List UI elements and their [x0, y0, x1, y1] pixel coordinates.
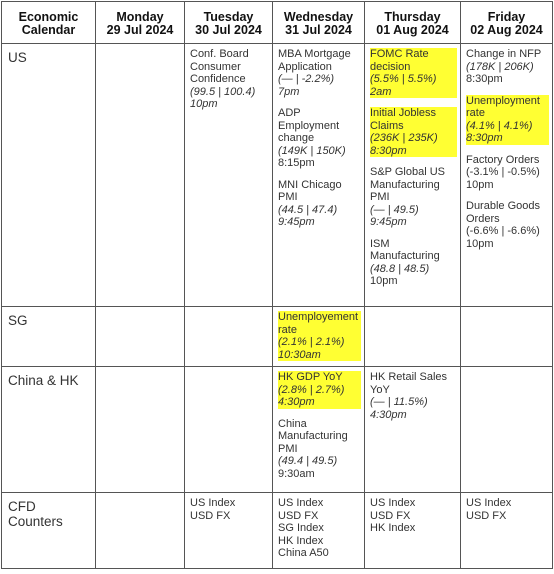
event-time: 2am	[370, 85, 392, 98]
cell-us-wed	[273, 44, 365, 307]
day-name: Tuesday	[203, 10, 254, 24]
event-title: PMI	[278, 191, 298, 203]
cell-cfd-thu	[365, 493, 461, 569]
cell-cfd-fri	[461, 493, 553, 569]
event	[466, 200, 549, 250]
event-title: MNI Chicago	[278, 178, 342, 191]
event-title: YoY	[370, 383, 390, 396]
event-time: 9:30am	[278, 467, 315, 480]
cfd-item: US Index	[278, 497, 324, 509]
event-title: HK GDP YoY	[278, 371, 343, 383]
event-title: Conf. Board	[190, 48, 249, 60]
day-date: 31 Jul 2024	[285, 23, 352, 37]
event	[190, 48, 269, 111]
event-time: 4:30pm	[370, 408, 407, 421]
event-values: (48.8 | 48.5)	[370, 262, 430, 275]
event	[370, 371, 457, 421]
header-tuesday	[185, 2, 273, 44]
header-monday	[96, 2, 185, 44]
event-time: 8:30pm	[370, 144, 407, 157]
event-values: (— | -2.2%)	[278, 73, 335, 85]
event-time: 4:30pm	[278, 396, 315, 408]
event-values: (44.5 | 47.4)	[278, 203, 338, 216]
event-values: (236K | 235K)	[370, 132, 438, 144]
event-title: Manufacturing	[370, 250, 440, 262]
event-title: S&P Global US	[370, 166, 446, 178]
cell-us-thu	[365, 44, 461, 307]
event-highlighted	[278, 371, 361, 409]
event-time: 7pm	[278, 85, 300, 98]
event-values: (178K | 206K)	[466, 60, 534, 73]
event-title: Confidence	[190, 73, 246, 85]
event-values: (49.4 | 49.5)	[278, 455, 338, 467]
event-values: (— | 49.5)	[370, 203, 419, 216]
event-values: (5.5% | 5.5%)	[370, 73, 437, 85]
event-time: 10pm	[370, 275, 398, 287]
event-title: change	[278, 132, 315, 144]
event-title: Factory Orders	[466, 153, 540, 166]
event-time: 8:15pm	[278, 157, 315, 169]
cfd-item: USD FX	[278, 509, 319, 522]
event	[466, 48, 549, 86]
cell-china-fri	[461, 367, 553, 493]
event-title: China	[278, 417, 307, 430]
event-title: Unemployment	[466, 94, 540, 107]
event-time: 8:30pm	[466, 73, 503, 85]
cell-china-thu	[365, 367, 461, 493]
day-name: Friday	[487, 10, 526, 24]
row-label-china-hk: China & HK	[2, 367, 96, 493]
event-highlighted	[278, 311, 361, 361]
event-time: 9:45pm	[370, 216, 407, 228]
event	[278, 179, 361, 229]
cfd-item: HK Index	[370, 522, 416, 534]
event	[278, 48, 361, 98]
day-date: 02 Aug 2024	[470, 23, 543, 37]
row-sg	[2, 307, 553, 367]
day-name: Monday	[116, 10, 164, 24]
event-title: MBA Mortgage	[278, 48, 351, 60]
event-title: Claims	[370, 119, 404, 132]
row-cfd	[2, 493, 553, 569]
event-time: 10:30am	[278, 348, 321, 361]
cell-sg-fri	[461, 307, 553, 367]
event-title: PMI	[278, 442, 298, 455]
event-title: FOMC Rate	[370, 48, 429, 60]
cell-sg-mon	[96, 307, 185, 367]
event	[370, 166, 457, 229]
event-title: rate	[466, 107, 485, 119]
cfd-item: USD FX	[190, 509, 231, 522]
event-values: (-3.1% | -0.5%)	[466, 166, 540, 178]
event-title: HK Retail Sales	[370, 371, 448, 383]
cfd-item: HK Index	[278, 534, 324, 547]
event-values: (99.5 | 100.4)	[190, 85, 256, 98]
economic-calendar-table	[1, 1, 553, 569]
row-china-hk	[2, 367, 553, 493]
cell-china-tue	[185, 367, 273, 493]
event	[466, 154, 549, 192]
cell-sg-wed	[273, 307, 365, 367]
header-thursday	[365, 2, 461, 44]
cfd-item: China A50	[278, 547, 329, 559]
event-title: Manufacturing	[278, 430, 348, 442]
event-time: 8:30pm	[466, 132, 503, 144]
row-label-cfd	[2, 493, 96, 569]
event-values: (-6.6% | -6.6%)	[466, 225, 540, 237]
cell-china-mon	[96, 367, 185, 493]
cell-cfd-mon	[96, 493, 185, 569]
event-title: Manufacturing	[370, 178, 440, 191]
event-title: Employment	[278, 119, 340, 132]
cfd-item: US Index	[370, 497, 416, 509]
event-title: ADP	[278, 107, 301, 119]
header-friday	[461, 2, 553, 44]
cell-us-fri	[461, 44, 553, 307]
event-values: (— | 11.5%)	[370, 396, 428, 408]
header-corner	[2, 2, 96, 44]
event	[278, 418, 361, 481]
corner-line-2: Calendar	[21, 23, 76, 37]
cell-us-mon	[96, 44, 185, 307]
cell-sg-tue	[185, 307, 273, 367]
cell-sg-thu	[365, 307, 461, 367]
row-label-us: US	[2, 44, 96, 307]
cell-us-tue	[185, 44, 273, 307]
event-highlighted	[466, 95, 549, 145]
cell-china-wed	[273, 367, 365, 493]
event-title: Change in NFP	[466, 48, 542, 60]
day-date: 01 Aug 2024	[376, 23, 449, 37]
cfd-item: SG Index	[278, 522, 324, 534]
event-title: Orders	[466, 212, 500, 225]
event-title: Unemployement	[278, 311, 359, 323]
cfd-item: US Index	[190, 497, 236, 509]
row-us	[2, 44, 553, 307]
event-title: Durable Goods	[466, 200, 540, 212]
event-title: Initial Jobless	[370, 107, 437, 119]
event-time: 9:45pm	[278, 216, 315, 228]
event-title: PMI	[370, 191, 390, 203]
event-highlighted	[370, 48, 457, 98]
day-name: Thursday	[384, 10, 441, 24]
day-date: 29 Jul 2024	[106, 23, 174, 37]
cfd-item: USD FX	[370, 509, 411, 522]
row-label-line: Counters	[8, 514, 63, 529]
header-row	[2, 2, 553, 44]
cfd-item: US Index	[466, 497, 512, 509]
event-highlighted	[370, 107, 457, 157]
cfd-item: USD FX	[466, 509, 507, 522]
cell-cfd-tue	[185, 493, 273, 569]
day-name: Wednesday	[283, 10, 354, 24]
cell-cfd-wed	[273, 493, 365, 569]
event-title: decision	[370, 60, 411, 73]
event-title: Consumer	[190, 60, 241, 73]
row-label-sg: SG	[2, 307, 96, 367]
day-date: 30 Jul 2024	[195, 23, 262, 37]
event	[278, 107, 361, 170]
event-title: ISM	[370, 237, 390, 250]
event-title: rate	[278, 323, 297, 336]
header-wednesday	[273, 2, 365, 44]
event-title: Application	[278, 60, 332, 73]
event-values: (2.1% | 2.1%)	[278, 336, 345, 348]
event-values: (4.1% | 4.1%)	[466, 119, 533, 132]
corner-line-1: Economic	[18, 10, 79, 24]
event-time: 10pm	[466, 178, 494, 191]
event-values: (149K | 150K)	[278, 144, 346, 157]
event-time: 10pm	[466, 237, 494, 250]
event-values: (2.8% | 2.7%)	[278, 383, 345, 396]
event-time: 10pm	[190, 98, 218, 110]
event	[370, 238, 457, 288]
row-label-line: CFD	[8, 499, 36, 514]
